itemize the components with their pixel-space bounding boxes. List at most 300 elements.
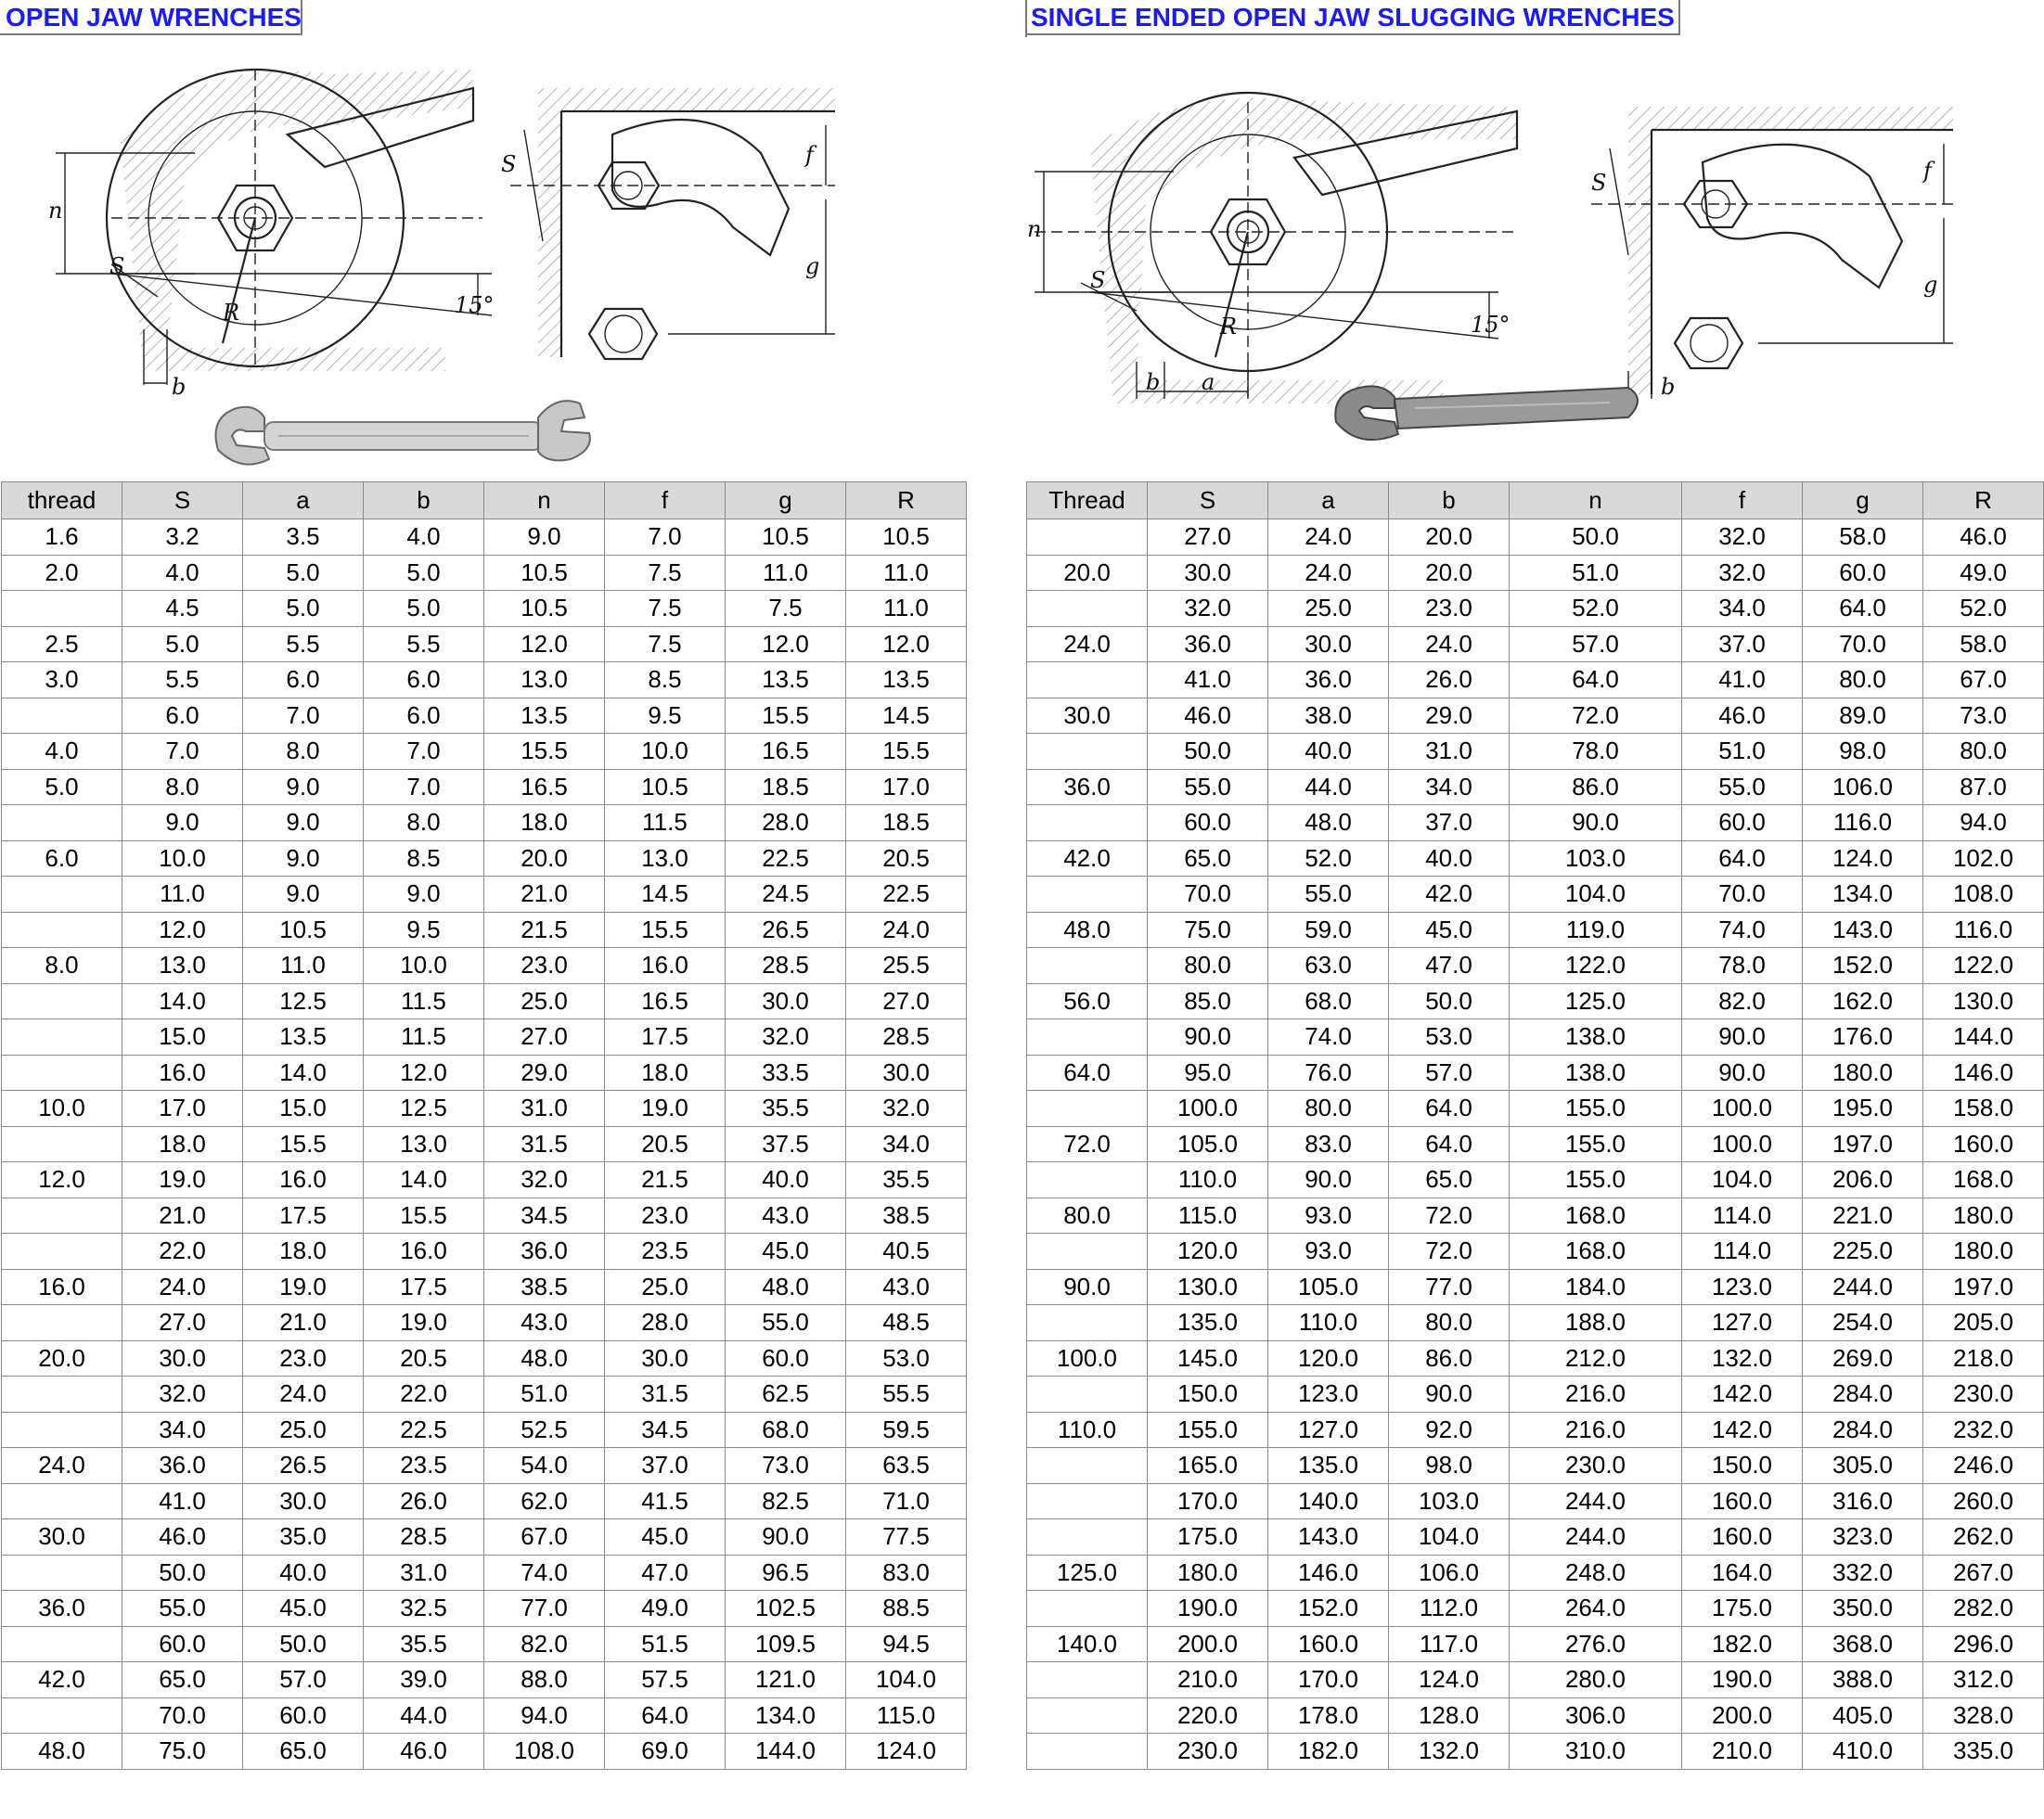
- table-cell: 9.0: [243, 877, 364, 913]
- table-cell: 98.0: [1803, 734, 1923, 770]
- table-cell: 90.0: [1027, 1269, 1148, 1305]
- table-cell: 6.0: [364, 698, 484, 734]
- table-cell: 152.0: [1268, 1591, 1389, 1627]
- table-cell: 60.0: [122, 1626, 243, 1662]
- table-cell: 13.0: [605, 840, 726, 877]
- table-cell: 10.0: [122, 840, 243, 877]
- table-cell: 108.0: [1923, 877, 2044, 913]
- table-cell: 35.5: [846, 1162, 967, 1198]
- table-cell: [2, 1019, 122, 1056]
- table-cell: 48.0: [1027, 912, 1148, 948]
- table-cell: 63.5: [846, 1448, 967, 1484]
- dim-label-b2-right: b: [1661, 374, 1676, 400]
- table-cell: 46.0: [364, 1734, 484, 1770]
- column-header-b: b: [364, 482, 484, 519]
- table-cell: 64.0: [605, 1697, 726, 1734]
- table-row: [2, 1340, 967, 1377]
- table-row: [1027, 805, 2044, 841]
- table-cell: 31.0: [1389, 734, 1510, 770]
- table-cell: 31.5: [484, 1126, 605, 1162]
- angle-label: 15°: [455, 292, 495, 318]
- table-cell: 30.0: [122, 1340, 243, 1377]
- table-cell: 17.5: [605, 1019, 726, 1056]
- table-cell: 16.0: [2, 1269, 122, 1305]
- table-cell: 83.0: [1268, 1126, 1389, 1162]
- table-cell: 25.0: [243, 1412, 364, 1448]
- table-cell: 72.0: [1027, 1126, 1148, 1162]
- table-cell: 104.0: [1682, 1162, 1803, 1198]
- table-cell: 16.5: [484, 769, 605, 805]
- table-cell: 32.0: [726, 1019, 846, 1056]
- table-cell: 5.0: [243, 591, 364, 627]
- table-cell: 9.5: [605, 698, 726, 734]
- table-cell: 9.0: [243, 840, 364, 877]
- dim-label-r-right: R: [1220, 314, 1238, 339]
- table-cell: 64.0: [1510, 662, 1682, 698]
- table-cell: 10.5: [484, 591, 605, 627]
- table-cell: [1027, 1448, 1148, 1484]
- table-cell: 80.0: [1923, 734, 2044, 770]
- table-cell: 27.0: [1148, 519, 1268, 556]
- table-cell: 41.5: [605, 1483, 726, 1519]
- table-cell: 13.5: [243, 1019, 364, 1056]
- dim-label-s: S: [109, 253, 125, 279]
- table-row: [1027, 877, 2044, 913]
- table-cell: 41.0: [122, 1483, 243, 1519]
- table-cell: 67.0: [1923, 662, 2044, 698]
- table-cell: 45.0: [243, 1591, 364, 1627]
- table-cell: 165.0: [1148, 1448, 1268, 1484]
- table-cell: 6.0: [122, 698, 243, 734]
- table-row: [1027, 1340, 2044, 1377]
- table-cell: 12.0: [846, 626, 967, 662]
- table-cell: 30.0: [2, 1519, 122, 1556]
- table-cell: 31.5: [605, 1377, 726, 1413]
- table-cell: 25.0: [605, 1269, 726, 1305]
- table-row: [1027, 1198, 2044, 1234]
- table-cell: 310.0: [1510, 1734, 1682, 1770]
- table-cell: 110.0: [1268, 1305, 1389, 1341]
- table-cell: 152.0: [1803, 948, 1923, 984]
- table-cell: 180.0: [1923, 1234, 2044, 1270]
- table-cell: 82.5: [726, 1483, 846, 1519]
- table-cell: [2, 1412, 122, 1448]
- table-cell: 44.0: [364, 1697, 484, 1734]
- table-row: [2, 1019, 967, 1056]
- open-jaw-spec-table: [1, 481, 967, 1770]
- table-cell: 26.0: [1389, 662, 1510, 698]
- table-cell: 45.0: [726, 1234, 846, 1270]
- table-cell: 225.0: [1803, 1234, 1923, 1270]
- table-cell: 45.0: [605, 1519, 726, 1556]
- table-cell: 7.5: [605, 626, 726, 662]
- table-cell: 41.0: [1148, 662, 1268, 698]
- table-cell: 18.0: [605, 1055, 726, 1091]
- table-cell: 52.0: [1923, 591, 2044, 627]
- table-cell: 48.0: [484, 1340, 605, 1377]
- table-cell: 60.0: [1803, 555, 1923, 591]
- table-cell: 36.0: [1027, 769, 1148, 805]
- dim-label-s2: S: [501, 151, 517, 177]
- table-cell: 21.5: [484, 912, 605, 948]
- table-row: [2, 1626, 967, 1662]
- table-cell: 124.0: [846, 1734, 967, 1770]
- table-row: [2, 948, 967, 984]
- table-cell: 146.0: [1268, 1555, 1389, 1591]
- table-cell: 332.0: [1803, 1555, 1923, 1591]
- table-cell: 46.0: [1682, 698, 1803, 734]
- table-cell: 115.0: [1148, 1198, 1268, 1234]
- table-cell: 114.0: [1682, 1198, 1803, 1234]
- table-cell: 2.5: [2, 626, 122, 662]
- table-cell: 9.0: [243, 769, 364, 805]
- table-cell: 115.0: [846, 1697, 967, 1734]
- table-cell: 22.5: [726, 840, 846, 877]
- table-cell: 112.0: [1389, 1591, 1510, 1627]
- table-cell: 50.0: [1389, 983, 1510, 1019]
- table-cell: 40.0: [726, 1162, 846, 1198]
- table-cell: 57.0: [1389, 1055, 1510, 1091]
- table-cell: 23.0: [484, 948, 605, 984]
- table-cell: 103.0: [1389, 1483, 1510, 1519]
- table-cell: 23.0: [1389, 591, 1510, 627]
- dim-label-f-right: f: [1923, 158, 1932, 184]
- table-cell: 7.0: [364, 734, 484, 770]
- table-cell: [2, 1198, 122, 1234]
- table-cell: 19.0: [122, 1162, 243, 1198]
- table-cell: 75.0: [122, 1734, 243, 1770]
- table-cell: 22.5: [364, 1412, 484, 1448]
- table-cell: 40.0: [1268, 734, 1389, 770]
- table-cell: 15.5: [726, 698, 846, 734]
- table-row: [2, 1305, 967, 1341]
- table-cell: 5.0: [364, 591, 484, 627]
- table-cell: 56.0: [1027, 983, 1148, 1019]
- table-cell: 77.0: [484, 1591, 605, 1627]
- table-cell: 178.0: [1268, 1697, 1389, 1734]
- table-cell: 221.0: [1803, 1198, 1923, 1234]
- table-cell: 144.0: [1923, 1019, 2044, 1056]
- table-cell: 175.0: [1148, 1519, 1268, 1556]
- table-cell: 262.0: [1923, 1519, 2044, 1556]
- table-cell: 180.0: [1148, 1555, 1268, 1591]
- table-cell: 216.0: [1510, 1412, 1682, 1448]
- table-cell: 80.0: [1268, 1091, 1389, 1127]
- table-cell: 25.0: [484, 983, 605, 1019]
- table-cell: 28.0: [726, 805, 846, 841]
- table-cell: 210.0: [1148, 1662, 1268, 1698]
- table-cell: 62.5: [726, 1377, 846, 1413]
- table-cell: 13.5: [484, 698, 605, 734]
- table-cell: 162.0: [1803, 983, 1923, 1019]
- open-jaw-wrench-diagram: [48, 51, 946, 478]
- table-cell: 146.0: [1923, 1055, 2044, 1091]
- table-cell: 39.0: [364, 1662, 484, 1698]
- table-cell: 282.0: [1923, 1591, 2044, 1627]
- table-cell: 410.0: [1803, 1734, 1923, 1770]
- table-cell: 206.0: [1803, 1162, 1923, 1198]
- table-cell: [1027, 1234, 1148, 1270]
- table-cell: 17.5: [243, 1198, 364, 1234]
- table-cell: 3.0: [2, 662, 122, 698]
- table-cell: 18.5: [726, 769, 846, 805]
- table-cell: 87.0: [1923, 769, 2044, 805]
- table-cell: 121.0: [726, 1662, 846, 1698]
- table-cell: 116.0: [1803, 805, 1923, 841]
- table-cell: 122.0: [1510, 948, 1682, 984]
- slugging-spec-table: [1026, 481, 2044, 1770]
- table-cell: 15.5: [243, 1126, 364, 1162]
- table-cell: 232.0: [1923, 1412, 2044, 1448]
- table-cell: 18.0: [484, 805, 605, 841]
- column-header-thread: Thread: [1027, 482, 1148, 519]
- column-header-g: g: [726, 482, 846, 519]
- table-cell: 200.0: [1682, 1697, 1803, 1734]
- table-row: [2, 912, 967, 948]
- table-cell: 68.0: [1268, 983, 1389, 1019]
- table-cell: 40.0: [1389, 840, 1510, 877]
- table-cell: 63.0: [1268, 948, 1389, 984]
- table-cell: [1027, 662, 1148, 698]
- table-cell: 72.0: [1510, 698, 1682, 734]
- table-cell: 10.5: [484, 555, 605, 591]
- table-cell: 90.0: [1682, 1055, 1803, 1091]
- table-cell: 29.0: [484, 1055, 605, 1091]
- table-cell: 32.0: [1682, 519, 1803, 556]
- table-cell: 246.0: [1923, 1448, 2044, 1484]
- table-cell: 19.0: [364, 1305, 484, 1341]
- table-cell: 130.0: [1923, 983, 2044, 1019]
- table-cell: 76.0: [1268, 1055, 1389, 1091]
- table-cell: 105.0: [1148, 1126, 1268, 1162]
- table-cell: 83.0: [846, 1555, 967, 1591]
- table-cell: 26.0: [364, 1483, 484, 1519]
- table-cell: 41.0: [1682, 662, 1803, 698]
- table-cell: 24.0: [122, 1269, 243, 1305]
- table-cell: 296.0: [1923, 1626, 2044, 1662]
- table-cell: 150.0: [1148, 1377, 1268, 1413]
- table-cell: 5.0: [364, 555, 484, 591]
- table-cell: [2, 1234, 122, 1270]
- table-cell: 105.0: [1268, 1269, 1389, 1305]
- table-cell: 5.5: [364, 626, 484, 662]
- table-cell: 21.0: [122, 1198, 243, 1234]
- table-cell: 34.5: [605, 1412, 726, 1448]
- table-cell: 350.0: [1803, 1591, 1923, 1627]
- table-cell: 90.0: [1148, 1019, 1268, 1056]
- dim-label-g: g: [805, 253, 820, 279]
- table-cell: 48.0: [1268, 805, 1389, 841]
- table-cell: 85.0: [1148, 983, 1268, 1019]
- table-cell: 15.5: [605, 912, 726, 948]
- column-header-a: a: [1268, 482, 1389, 519]
- table-cell: [1027, 1091, 1148, 1127]
- table-cell: [2, 877, 122, 913]
- table-cell: 57.0: [1510, 626, 1682, 662]
- slugging-wrench-image: [1335, 386, 1638, 440]
- table-cell: 12.0: [726, 626, 846, 662]
- table-cell: 4.5: [122, 591, 243, 627]
- dim-label-n: n: [48, 198, 63, 224]
- table-cell: 73.0: [726, 1448, 846, 1484]
- table-cell: 230.0: [1510, 1448, 1682, 1484]
- table-cell: [1027, 1519, 1148, 1556]
- table-cell: 106.0: [1803, 769, 1923, 805]
- table-row: [1027, 1305, 2044, 1341]
- table-cell: 168.0: [1510, 1198, 1682, 1234]
- table-cell: 368.0: [1803, 1626, 1923, 1662]
- table-row: [2, 519, 967, 556]
- table-cell: 100.0: [1148, 1091, 1268, 1127]
- table-cell: 98.0: [1389, 1448, 1510, 1484]
- table-cell: 103.0: [1510, 840, 1682, 877]
- table-cell: 284.0: [1803, 1377, 1923, 1413]
- table-cell: 155.0: [1510, 1162, 1682, 1198]
- table-cell: [1027, 1734, 1148, 1770]
- table-cell: 54.0: [484, 1448, 605, 1484]
- table-cell: 36.0: [2, 1591, 122, 1627]
- dim-label-r: R: [223, 300, 240, 326]
- table-row: [1027, 734, 2044, 770]
- table-cell: [1027, 1483, 1148, 1519]
- table-cell: 31.0: [484, 1091, 605, 1127]
- table-cell: 205.0: [1923, 1305, 2044, 1341]
- table-cell: 124.0: [1389, 1662, 1510, 1698]
- table-cell: 20.0: [1389, 519, 1510, 556]
- table-cell: 60.0: [1148, 805, 1268, 841]
- table-cell: 55.0: [122, 1591, 243, 1627]
- table-cell: 160.0: [1682, 1483, 1803, 1519]
- table-cell: 220.0: [1148, 1697, 1268, 1734]
- table-cell: 30.0: [243, 1483, 364, 1519]
- table-row: [2, 1162, 967, 1198]
- table-cell: [2, 912, 122, 948]
- table-cell: 24.0: [846, 912, 967, 948]
- table-cell: 34.0: [846, 1126, 967, 1162]
- table-cell: 50.0: [243, 1626, 364, 1662]
- table-row: [1027, 591, 2044, 627]
- table-cell: 55.0: [1682, 769, 1803, 805]
- table-cell: 18.5: [846, 805, 967, 841]
- table-cell: 5.0: [2, 769, 122, 805]
- table-cell: 51.5: [605, 1626, 726, 1662]
- table-cell: 9.0: [243, 805, 364, 841]
- table-cell: 20.5: [846, 840, 967, 877]
- table-cell: 306.0: [1510, 1697, 1682, 1734]
- table-cell: 11.5: [364, 983, 484, 1019]
- table-cell: 244.0: [1510, 1483, 1682, 1519]
- table-cell: 138.0: [1510, 1019, 1682, 1056]
- table-cell: 12.5: [243, 983, 364, 1019]
- table-cell: 40.0: [243, 1555, 364, 1591]
- table-cell: [2, 698, 122, 734]
- table-row: [1027, 1555, 2044, 1591]
- table-cell: 46.0: [122, 1519, 243, 1556]
- table-cell: 12.0: [484, 626, 605, 662]
- table-cell: 210.0: [1682, 1734, 1803, 1770]
- table-row: [2, 877, 967, 913]
- column-header-thread: thread: [2, 482, 122, 519]
- table-cell: 100.0: [1682, 1126, 1803, 1162]
- table-cell: 55.0: [726, 1305, 846, 1341]
- table-cell: 182.0: [1682, 1626, 1803, 1662]
- dim-label-s2-right: S: [1591, 170, 1607, 196]
- table-cell: 80.0: [1389, 1305, 1510, 1341]
- table-cell: 312.0: [1923, 1662, 2044, 1698]
- table-cell: 264.0: [1510, 1591, 1682, 1627]
- table-cell: 43.0: [846, 1269, 967, 1305]
- table-cell: 43.0: [484, 1305, 605, 1341]
- table-cell: 11.0: [726, 555, 846, 591]
- dim-label-g-right: g: [1923, 272, 1938, 298]
- table-cell: 15.5: [846, 734, 967, 770]
- table-cell: 17.5: [364, 1269, 484, 1305]
- table-cell: [2, 805, 122, 841]
- table-cell: [1027, 1697, 1148, 1734]
- table-cell: 35.0: [243, 1519, 364, 1556]
- table-cell: 168.0: [1923, 1162, 2044, 1198]
- table-cell: 60.0: [726, 1340, 846, 1377]
- table-cell: 14.5: [605, 877, 726, 913]
- table-cell: 9.0: [122, 805, 243, 841]
- table-cell: 23.5: [605, 1234, 726, 1270]
- table-row: [1027, 1734, 2044, 1770]
- table-cell: 40.5: [846, 1234, 967, 1270]
- table-cell: 176.0: [1803, 1019, 1923, 1056]
- table-cell: 102.5: [726, 1591, 846, 1627]
- table-cell: 80.0: [1027, 1198, 1148, 1234]
- table-cell: [1027, 805, 1148, 841]
- table-row: [2, 1662, 967, 1698]
- table-cell: 38.5: [846, 1198, 967, 1234]
- table-cell: 16.0: [243, 1162, 364, 1198]
- table-row: [2, 805, 967, 841]
- table-cell: 59.0: [1268, 912, 1389, 948]
- table-cell: 8.5: [364, 840, 484, 877]
- table-cell: 93.0: [1268, 1198, 1389, 1234]
- table-row: [2, 1091, 967, 1127]
- table-row: [2, 1377, 967, 1413]
- table-cell: 11.0: [122, 877, 243, 913]
- table-cell: 135.0: [1148, 1305, 1268, 1341]
- table-row: [2, 734, 967, 770]
- table-row: [2, 1483, 967, 1519]
- table-cell: [1027, 1162, 1148, 1198]
- table-cell: 16.5: [605, 983, 726, 1019]
- table-cell: 53.0: [1389, 1019, 1510, 1056]
- table-cell: 60.0: [243, 1697, 364, 1734]
- table-cell: 68.0: [726, 1412, 846, 1448]
- table-cell: 14.0: [122, 983, 243, 1019]
- table-cell: 50.0: [1148, 734, 1268, 770]
- table-cell: [1027, 1662, 1148, 1698]
- table-cell: 124.0: [1803, 840, 1923, 877]
- table-cell: 11.0: [846, 591, 967, 627]
- table-cell: 65.0: [243, 1734, 364, 1770]
- table-cell: 22.0: [122, 1234, 243, 1270]
- table-cell: 182.0: [1268, 1734, 1389, 1770]
- table-cell: 78.0: [1510, 734, 1682, 770]
- table-cell: 10.0: [364, 948, 484, 984]
- table-cell: 62.0: [484, 1483, 605, 1519]
- table-cell: 117.0: [1389, 1626, 1510, 1662]
- table-cell: 38.0: [1268, 698, 1389, 734]
- table-cell: 106.0: [1389, 1555, 1510, 1591]
- table-cell: 269.0: [1803, 1340, 1923, 1377]
- table-cell: 30.0: [846, 1055, 967, 1091]
- table-cell: 86.0: [1510, 769, 1682, 805]
- table-cell: 17.0: [122, 1091, 243, 1127]
